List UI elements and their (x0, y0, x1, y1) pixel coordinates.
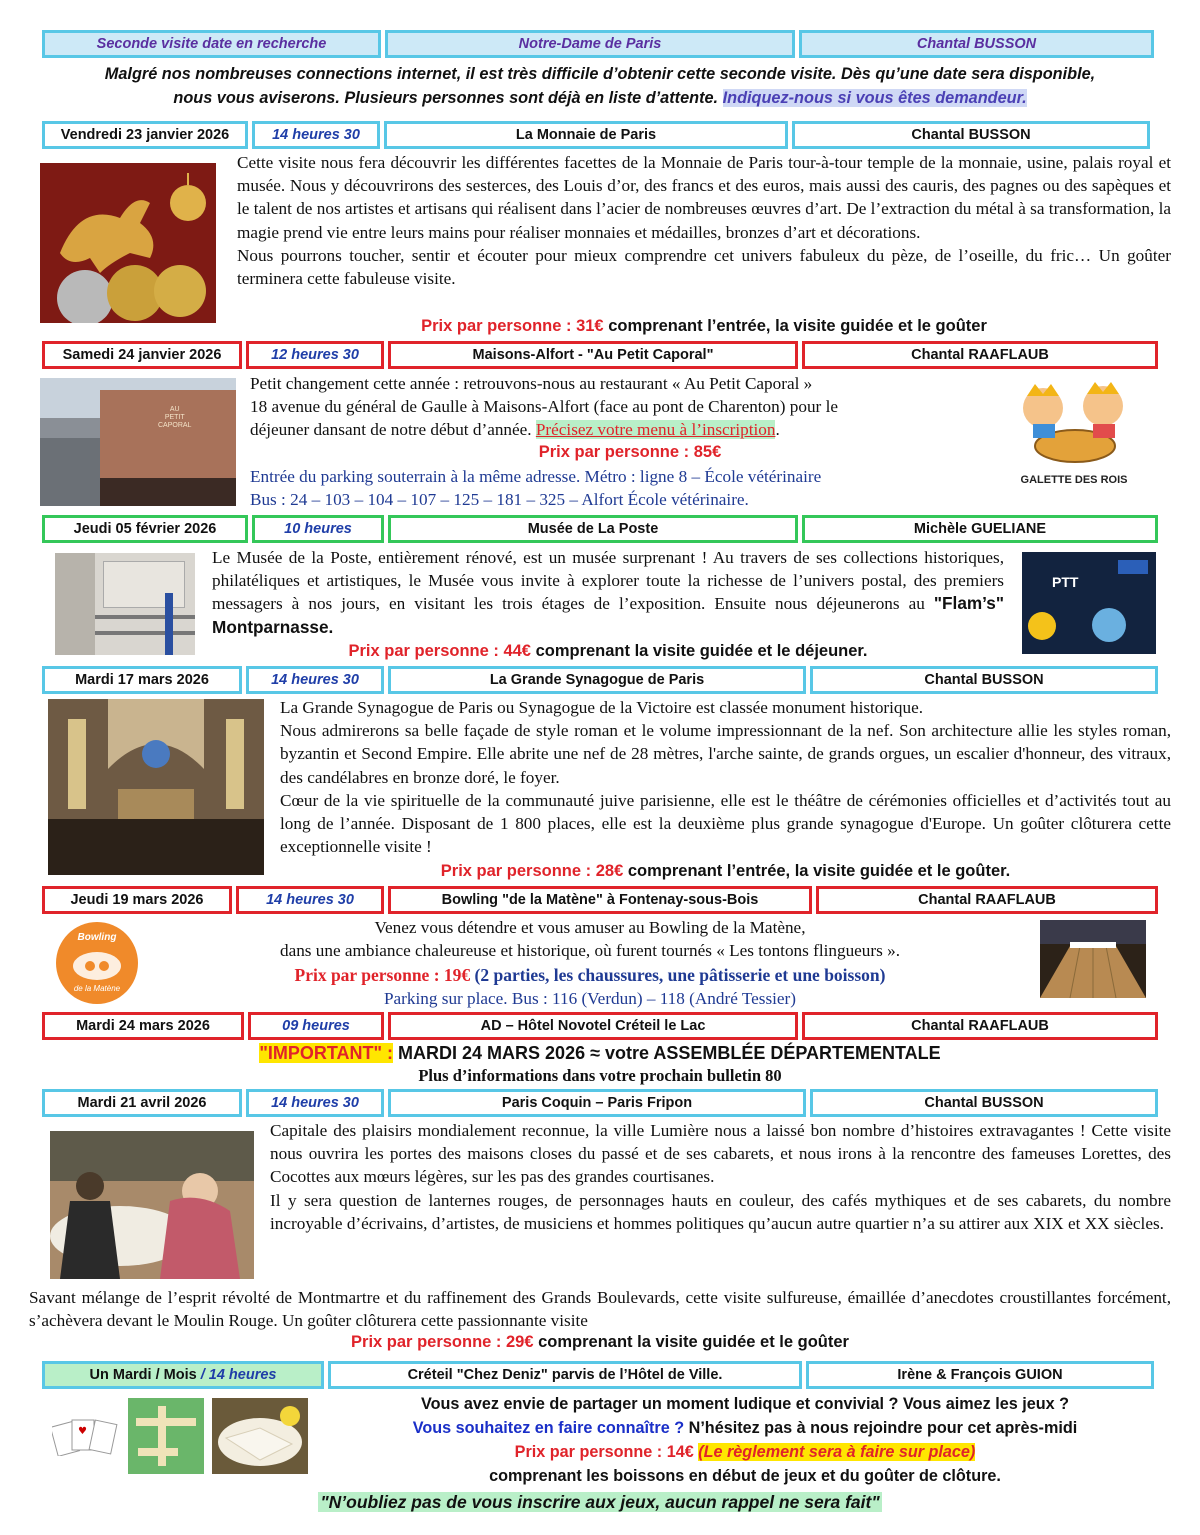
board-game-icon (128, 1398, 204, 1474)
synagogue-description (280, 696, 1171, 858)
restaurant-name: "Flam’s" Montparnasse. (212, 593, 1005, 637)
bus-info: Bus : 24 – 103 – 104 – 107 – 125 – 181 – 325 – Alfort École vétérinaire. (250, 490, 749, 510)
bowling-info: Parking sur place. Bus : 116 (Verdun) – 118 (André Tessier) (383, 989, 796, 1008)
event-time: 09 heures (248, 1012, 384, 1040)
event-time: 14 heures 30 (246, 1089, 384, 1117)
jeux-reminder: "N’oubliez pas de vous inscrire aux jeux, aucun rappel ne sera fait" (320, 1492, 880, 1512)
event-place: La Grande Synagogue de Paris (388, 666, 806, 694)
monnaie-description (237, 151, 1171, 290)
header-row-petit-caporal (42, 341, 1158, 369)
header-row-musee-poste (42, 515, 1158, 543)
svg-text:♥: ♥ (78, 1426, 87, 1437)
header-row-notre-dame (42, 30, 1158, 58)
monnaie-paragraph-1: Cette visite nous fera découvrir les différentes facettes de la Monnaie de Paris tour-à-tour temple de la monnaie, usine, palais royal et musée. Nous y découvrirons des sesterces, des Louis d’or, des francs et des euros, mais aussi des cauris, des pagnes ou des sapèques et le talent de nos artistes et artisans qui réalisent dans l’acier de nombreuses œuvres d’art. De l’extraction du métal à sa transformation, la magie prend vie entre leurs mains pour réaliser monnaies et médailles, bronzes d’art et décorations. (237, 153, 1171, 242)
cafe-painting-icon (50, 1131, 254, 1279)
event-date: Mardi 21 avril 2026 (42, 1089, 242, 1117)
event-time: 10 heures (252, 515, 384, 543)
cake-image (212, 1398, 308, 1474)
synagogue-paragraph-1: La Grande Synagogue de Paris ou Synagogue de la Victoire est classée monument historique. (280, 698, 924, 717)
event-date: Vendredi 23 janvier 2026 (42, 121, 248, 149)
menu-link[interactable]: Précisez votre menu à l’inscription (535, 420, 776, 440)
event-organizer: Chantal BUSSON (810, 1089, 1158, 1117)
event-place: Paris Coquin – Paris Fripon (388, 1089, 806, 1117)
sign-line-3: CAPORAL (158, 422, 192, 429)
event-organizer: Chantal BUSSON (810, 666, 1158, 694)
musee-poste-text: Le Musée de la Poste, entièrement rénové, est un musée surprenant ! Au travers de ses collections historiques, philatéliques et artistiques, le Musée vous invite à explorer toute la richesse de l’univers postal, des premiers messagers à nos jours, en visitant les trois étages de l’exposition. Ensuite nous déjeunerons au (212, 548, 1004, 614)
header-row-monnaie (42, 121, 1158, 149)
musee-poste-description (212, 546, 1004, 639)
header-row-paris-coquin (42, 1089, 1158, 1117)
header-row-jeux (42, 1361, 1158, 1389)
ptt-image (1022, 552, 1156, 654)
bowling-description (150, 916, 1030, 962)
scrabble-image (128, 1398, 204, 1474)
petit-caporal-image (40, 378, 236, 506)
event-place: Créteil "Chez Deniz" parvis de l’Hôtel de Ville. (328, 1361, 802, 1389)
sign-line-1: AU (169, 406, 180, 413)
event-date: Mardi 17 mars 2026 (42, 666, 242, 694)
event-time: 14 heures 30 (252, 121, 380, 149)
paris-coquin-price: Prix par personne : 29€ comprenant la visite guidée et le goûter (351, 1333, 849, 1351)
synagogue-price: Prix par personne : 28€ comprenant l’entrée, la visite guidée et le goûter. (440, 862, 1011, 880)
intro-line-1: Malgré nos nombreuses connections internet, il est très difficile d’obtenir cette seconde visite. Dès qu’une date sera disponible, (104, 65, 1096, 83)
paris-coquin-paragraph-2: Il y sera question de lanternes rouges, de personnages hauts en couleur, des cafés mythiques et de ses cabarets, du nombre incroyable d’écrivains, d’artistes, de musiciens et hommes politiques qu’aucun autre quartier n’a su attirer aux XIX et XX siècles. (270, 1190, 1171, 1233)
paris-coquin-description (270, 1119, 1171, 1235)
petit-caporal-line-3: déjeuner dansant de notre début d’année. Précisez votre menu à l’inscription. (250, 420, 780, 440)
playing-cards-icon (52, 1414, 122, 1456)
event-date: Samedi 24 janvier 2026 (42, 341, 242, 369)
galette-image (1005, 380, 1143, 492)
event-organizer: Michèle GUELIANE (802, 515, 1158, 543)
monnaie-price: Prix par personne : 31€ comprenant l’entrée, la visite guidée et le goûter (421, 317, 987, 335)
paris-coquin-paragraph-3: Savant mélange de l’esprit révolté de Montmartre et du raffinement des Grands Boulevards, cette visite sulfureuse, émaillée d’anecdotes croustillantes forcément, s’achèvera devant le Moulin Rouge. Un goûter clôturera cette passionnante visite (29, 1288, 1171, 1331)
jeux-line-4: comprenant les boissons en début de jeux et du goûter de clôture. (489, 1467, 1001, 1485)
bowling-line-2: dans une ambiance chaleureuse et historique, où furent tournés « Les tontons flingueurs ». (279, 941, 900, 961)
event-place: Bowling "de la Matène" à Fontenay-sous-Bois (388, 886, 812, 914)
synagogue-image (48, 699, 264, 875)
coins-horse-icon (40, 163, 216, 323)
cake-icon (212, 1398, 308, 1474)
intro-highlight: Indiquez-nous si vous êtes demandeur. (722, 89, 1027, 107)
monnaie-paragraph-2: Nous pourrons toucher, sentir et écouter pour mieux comprendre cet univers fabuleux du pèze, de l’oseille, du fric… Un goûter terminera cette fabuleuse visite. (237, 245, 1171, 289)
event-organizer: Chantal RAAFLAUB (816, 886, 1158, 914)
synagogue-interior-icon (48, 699, 264, 875)
bowling-price: Prix par personne : 19€ (2 parties, les chaussures, une pâtisserie et une boisson) (294, 965, 886, 985)
event-place: Maisons-Alfort - "Au Petit Caporal" (388, 341, 798, 369)
petit-caporal-price: Prix par personne : 85€ (538, 443, 722, 461)
event-date: Mardi 24 mars 2026 (42, 1012, 244, 1040)
header-status: Seconde visite date en recherche (42, 30, 381, 58)
event-place: Musée de La Poste (388, 515, 798, 543)
important-label: "IMPORTANT" : (259, 1043, 394, 1063)
musee-poste-price: Prix par personne : 44€ comprenant la visite guidée et le déjeuner. (348, 642, 868, 660)
monnaie-image (40, 163, 216, 323)
bowling-line-1: Venez vous détendre et vous amuser au Bowling de la Matène, (374, 918, 806, 937)
parking-info: Entrée du parking souterrain à la même adresse. Métro : ligne 8 – École vétérinaire (250, 467, 822, 486)
petit-caporal-line-2: 18 avenue du général de Gaulle à Maisons-Alfort (face au pont de Charenton) pour le (250, 397, 838, 417)
event-place: AD – Hôtel Novotel Créteil le Lac (388, 1012, 798, 1040)
event-time: 14 heures 30 (246, 666, 384, 694)
petit-caporal-info (250, 465, 1010, 511)
event-organizer: Chantal BUSSON (792, 121, 1150, 149)
header-row-bowling (42, 886, 1158, 914)
intro-line-2: nous vous aviserons. Plusieurs personnes sont déjà en liste d’attente. Indiquez-nous si vous êtes demandeur. (173, 89, 1027, 107)
event-date-time: Un Mardi / Mois / 14 heures (42, 1361, 324, 1389)
important-text: MARDI 24 MARS 2026 ≈ votre ASSEMBLÉE DÉPARTEMENTALE (393, 1043, 941, 1063)
petit-caporal-description (250, 372, 1010, 442)
header-organizer: Chantal BUSSON (799, 30, 1154, 58)
event-time: 14 heures 30 (236, 886, 384, 914)
jeux-line-2: Vous souhaitez en faire connaître ? N’hésitez pas à nous rejoindre pour cet après-midi (412, 1419, 1078, 1437)
paris-coquin-paragraph-1: Capitale des plaisirs mondialement reconnue, la ville Lumière nous a laissé bon nombre d’histoires extravagantes ! Cette visite nous ouvrira les portes des maisons closes du passé et de ses cabarets, et nous irons à la rencontre des fameuses Lorettes, des Cocottes aux mœurs légères, sur les pas des grandes courtisanes. (270, 1121, 1171, 1187)
jeux-line-1: Vous avez envie de partager un moment ludique et convivial ? Vous aimez les jeux ? (421, 1395, 1069, 1413)
bowling-lanes-icon (1040, 920, 1146, 998)
synagogue-paragraph-3: Cœur de la vie spirituelle de la communauté juive parisienne, elle est le théâtre de cérémonies officielles et d’activités tout au long de l’année. Disposant de 1 800 places, elle est la deuxième plus grande synagogue d'Europe. Un goûter clôturera cette exceptionnelle visite ! (280, 790, 1171, 857)
event-organizer: Chantal RAAFLAUB (802, 1012, 1158, 1040)
header-place: Notre-Dame de Paris (385, 30, 795, 58)
event-organizer: Chantal RAAFLAUB (802, 341, 1158, 369)
header-row-ad (42, 1012, 1158, 1040)
jeux-description (330, 1392, 1160, 1488)
petit-caporal-line-1: Petit changement cette année : retrouvons-nous au restaurant « Au Petit Caporal » (250, 374, 813, 393)
important-banner (60, 1042, 1140, 1064)
jeux-price: Prix par personne : 14€ (Le règlement sera à faire sur place) (514, 1443, 976, 1461)
event-date: Jeudi 19 mars 2026 (42, 886, 232, 914)
event-time: 12 heures 30 (246, 341, 384, 369)
intro-text (30, 62, 1170, 110)
ptt-sign: PTT (1052, 574, 1079, 590)
synagogue-paragraph-2: Nous admirerons sa belle façade de style roman et le volume impressionnant de la nef. Son architecture allie les styles roman, byzantin et Second Empire. Elle abrite une nef de 28 mètres, l'arche sainte, de grands orgues, un escalier d'honneur, des vitraux, des candélabres en bronze doré, le foyer. (280, 721, 1171, 787)
bowling-logo: Bowling de la Matène (56, 922, 138, 1004)
event-organizer: Irène & François GUION (806, 1361, 1154, 1389)
event-date: Jeudi 05 février 2026 (42, 515, 248, 543)
galette-caption: GALETTE DES ROIS (1020, 474, 1128, 486)
musee-poste-image (55, 553, 195, 655)
bowling-image (1040, 920, 1146, 998)
paris-coquin-image (50, 1131, 254, 1279)
more-info: Plus d’informations dans votre prochain bulletin 80 (418, 1066, 782, 1085)
event-place: La Monnaie de Paris (384, 121, 788, 149)
header-row-synagogue (42, 666, 1158, 694)
cards-image (52, 1414, 122, 1456)
sign-line-2: PETIT (164, 414, 185, 421)
